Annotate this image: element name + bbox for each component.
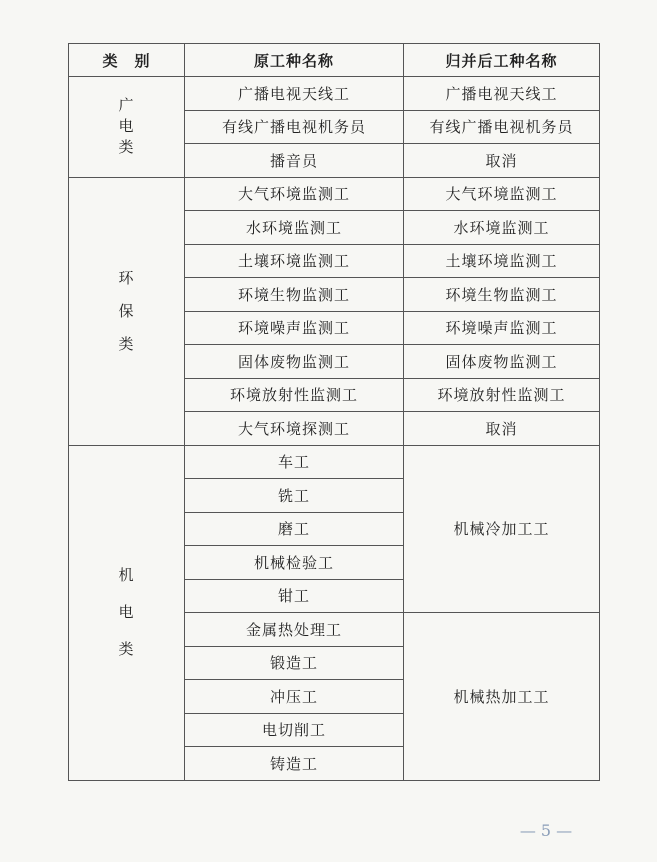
job-merge-table xyxy=(68,43,600,781)
original-name-cell: 金属热处理工 xyxy=(185,613,404,647)
header-original-name: 原工种名称 xyxy=(185,44,404,77)
header-merged-name: 归并后工种名称 xyxy=(404,44,600,77)
table-header-row xyxy=(69,44,600,77)
original-name-cell: 水环境监测工 xyxy=(185,211,404,245)
category-char: 电 xyxy=(118,603,135,621)
original-name-cell: 大气环境监测工 xyxy=(185,177,404,211)
original-name-cell: 固体废物监测工 xyxy=(185,345,404,379)
category-char: 机 xyxy=(118,566,135,584)
original-name-cell: 冲压工 xyxy=(185,680,404,714)
table-row xyxy=(69,177,600,211)
merged-name-cell: 环境放射性监测工 xyxy=(404,378,600,412)
merged-name-cell: 土壤环境监测工 xyxy=(404,244,600,278)
merged-name-cell: 取消 xyxy=(404,144,600,178)
merged-name-cell: 大气环境监测工 xyxy=(404,177,600,211)
category-char: 广 xyxy=(118,96,135,115)
header-category: 类 别 xyxy=(69,44,185,77)
category-cell-broadcast xyxy=(69,77,185,178)
original-name-cell: 环境放射性监测工 xyxy=(185,378,404,412)
merged-name-cell: 水环境监测工 xyxy=(404,211,600,245)
original-name-cell: 电切削工 xyxy=(185,713,404,747)
merged-name-cell: 环境生物监测工 xyxy=(404,278,600,312)
page-number: — 5 — xyxy=(519,821,573,840)
original-name-cell: 铸造工 xyxy=(185,747,404,781)
merged-name-cell: 环境噪声监测工 xyxy=(404,311,600,345)
category-char: 保 xyxy=(118,301,135,320)
category-char: 环 xyxy=(118,268,135,287)
original-name-cell: 铣工 xyxy=(185,479,404,513)
original-name-cell: 有线广播电视机务员 xyxy=(185,110,404,144)
merged-name-cell: 有线广播电视机务员 xyxy=(404,110,600,144)
original-name-cell: 环境生物监测工 xyxy=(185,278,404,312)
original-name-cell: 锻造工 xyxy=(185,646,404,680)
category-char: 电 xyxy=(118,117,135,136)
merged-name-cell: 机械冷加工工 xyxy=(404,445,600,613)
merged-name-cell: 固体废物监测工 xyxy=(404,345,600,379)
original-name-cell: 土壤环境监测工 xyxy=(185,244,404,278)
original-name-cell: 磨工 xyxy=(185,512,404,546)
category-char: 类 xyxy=(118,138,135,157)
category-char: 类 xyxy=(118,640,135,658)
original-name-cell: 环境噪声监测工 xyxy=(185,311,404,345)
category-char: 类 xyxy=(118,334,135,353)
original-name-cell: 钳工 xyxy=(185,579,404,613)
original-name-cell: 机械检验工 xyxy=(185,546,404,580)
table-row xyxy=(69,445,600,479)
merged-name-cell: 广播电视天线工 xyxy=(404,77,600,111)
original-name-cell: 车工 xyxy=(185,445,404,479)
original-name-cell: 大气环境探测工 xyxy=(185,412,404,446)
original-name-cell: 播音员 xyxy=(185,144,404,178)
merged-name-cell: 机械热加工工 xyxy=(404,613,600,781)
merged-name-cell: 取消 xyxy=(404,412,600,446)
category-cell-environment xyxy=(69,177,185,445)
table-row xyxy=(69,77,600,111)
original-name-cell: 广播电视天线工 xyxy=(185,77,404,111)
category-cell-mechanical xyxy=(69,445,185,780)
